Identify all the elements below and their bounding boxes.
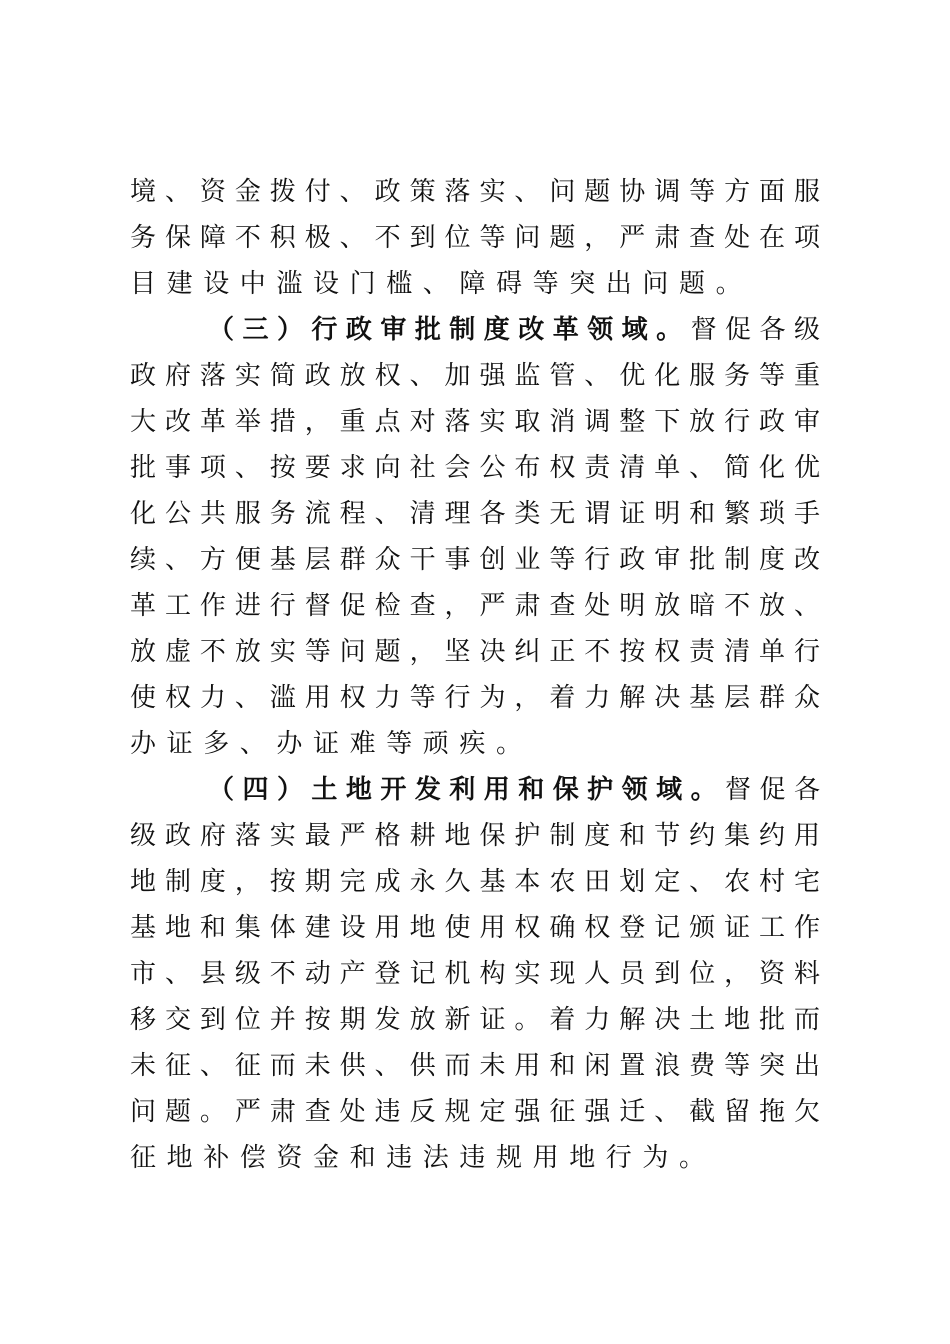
section-4-heading: （四）土地开发利用和保护领域。 — [208, 775, 726, 805]
section-4-first-line — [208, 767, 820, 813]
section-3-first-line-text: 督促各级 — [690, 315, 820, 345]
paragraph-line: 化公共服务流程、清理各类无谓证明和繁琐手 — [130, 499, 820, 529]
paragraph-line: 批事项、按要求向社会公布权责清单、简化优 — [130, 453, 820, 483]
paragraph-line: 使权力、滥用权力等行为，着力解决基层群众 — [130, 683, 820, 713]
paragraph-line: 地制度，按期完成永久基本农田划定、农村宅 — [130, 867, 820, 897]
paragraph-line: 移交到位并按期发放新证。着力解决土地批而 — [130, 1005, 820, 1035]
paragraph-line: 境、资金拨付、政策落实、问题协调等方面服 — [130, 177, 820, 207]
section-4-first-line-text: 督促各 — [725, 775, 820, 805]
paragraph-line: 问题。严肃查处违反规定强征强迁、截留拖欠 — [130, 1097, 820, 1127]
section-3-first-line — [208, 307, 820, 353]
paragraph-line: 未征、征而未供、供而未用和闲置浪费等突出 — [130, 1051, 820, 1081]
paragraph-line: 政府落实简政放权、加强监管、优化服务等重 — [130, 361, 820, 391]
section-3-heading: （三）行政审批制度改革领域。 — [208, 315, 691, 345]
paragraph-line: 革工作进行督促检查，严肃查处明放暗不放、 — [130, 591, 820, 621]
paragraph-line: 续、方便基层群众干事创业等行政审批制度改 — [130, 545, 820, 575]
paragraph-line: 务保障不积极、不到位等问题，严肃查处在项 — [130, 223, 820, 253]
paragraph-line: 目建设中滥设门槛、障碍等突出问题。 — [130, 269, 753, 299]
paragraph-line: 基地和集体建设用地使用权确权登记颁证工作 — [130, 913, 820, 943]
paragraph-line: 办证多、办证难等顽疾。 — [130, 729, 533, 759]
paragraph-line: 级政府落实最严格耕地保护制度和节约集约用 — [130, 821, 820, 851]
paragraph-line: 放虚不放实等问题，坚决纠正不按权责清单行 — [130, 637, 820, 667]
paragraph-line: 征地补偿资金和违法违规用地行为。 — [130, 1143, 716, 1173]
paragraph-line: 市、县级不动产登记机构实现人员到位，资料 — [130, 959, 820, 989]
paragraph-line: 大改革举措，重点对落实取消调整下放行政审 — [130, 407, 820, 437]
